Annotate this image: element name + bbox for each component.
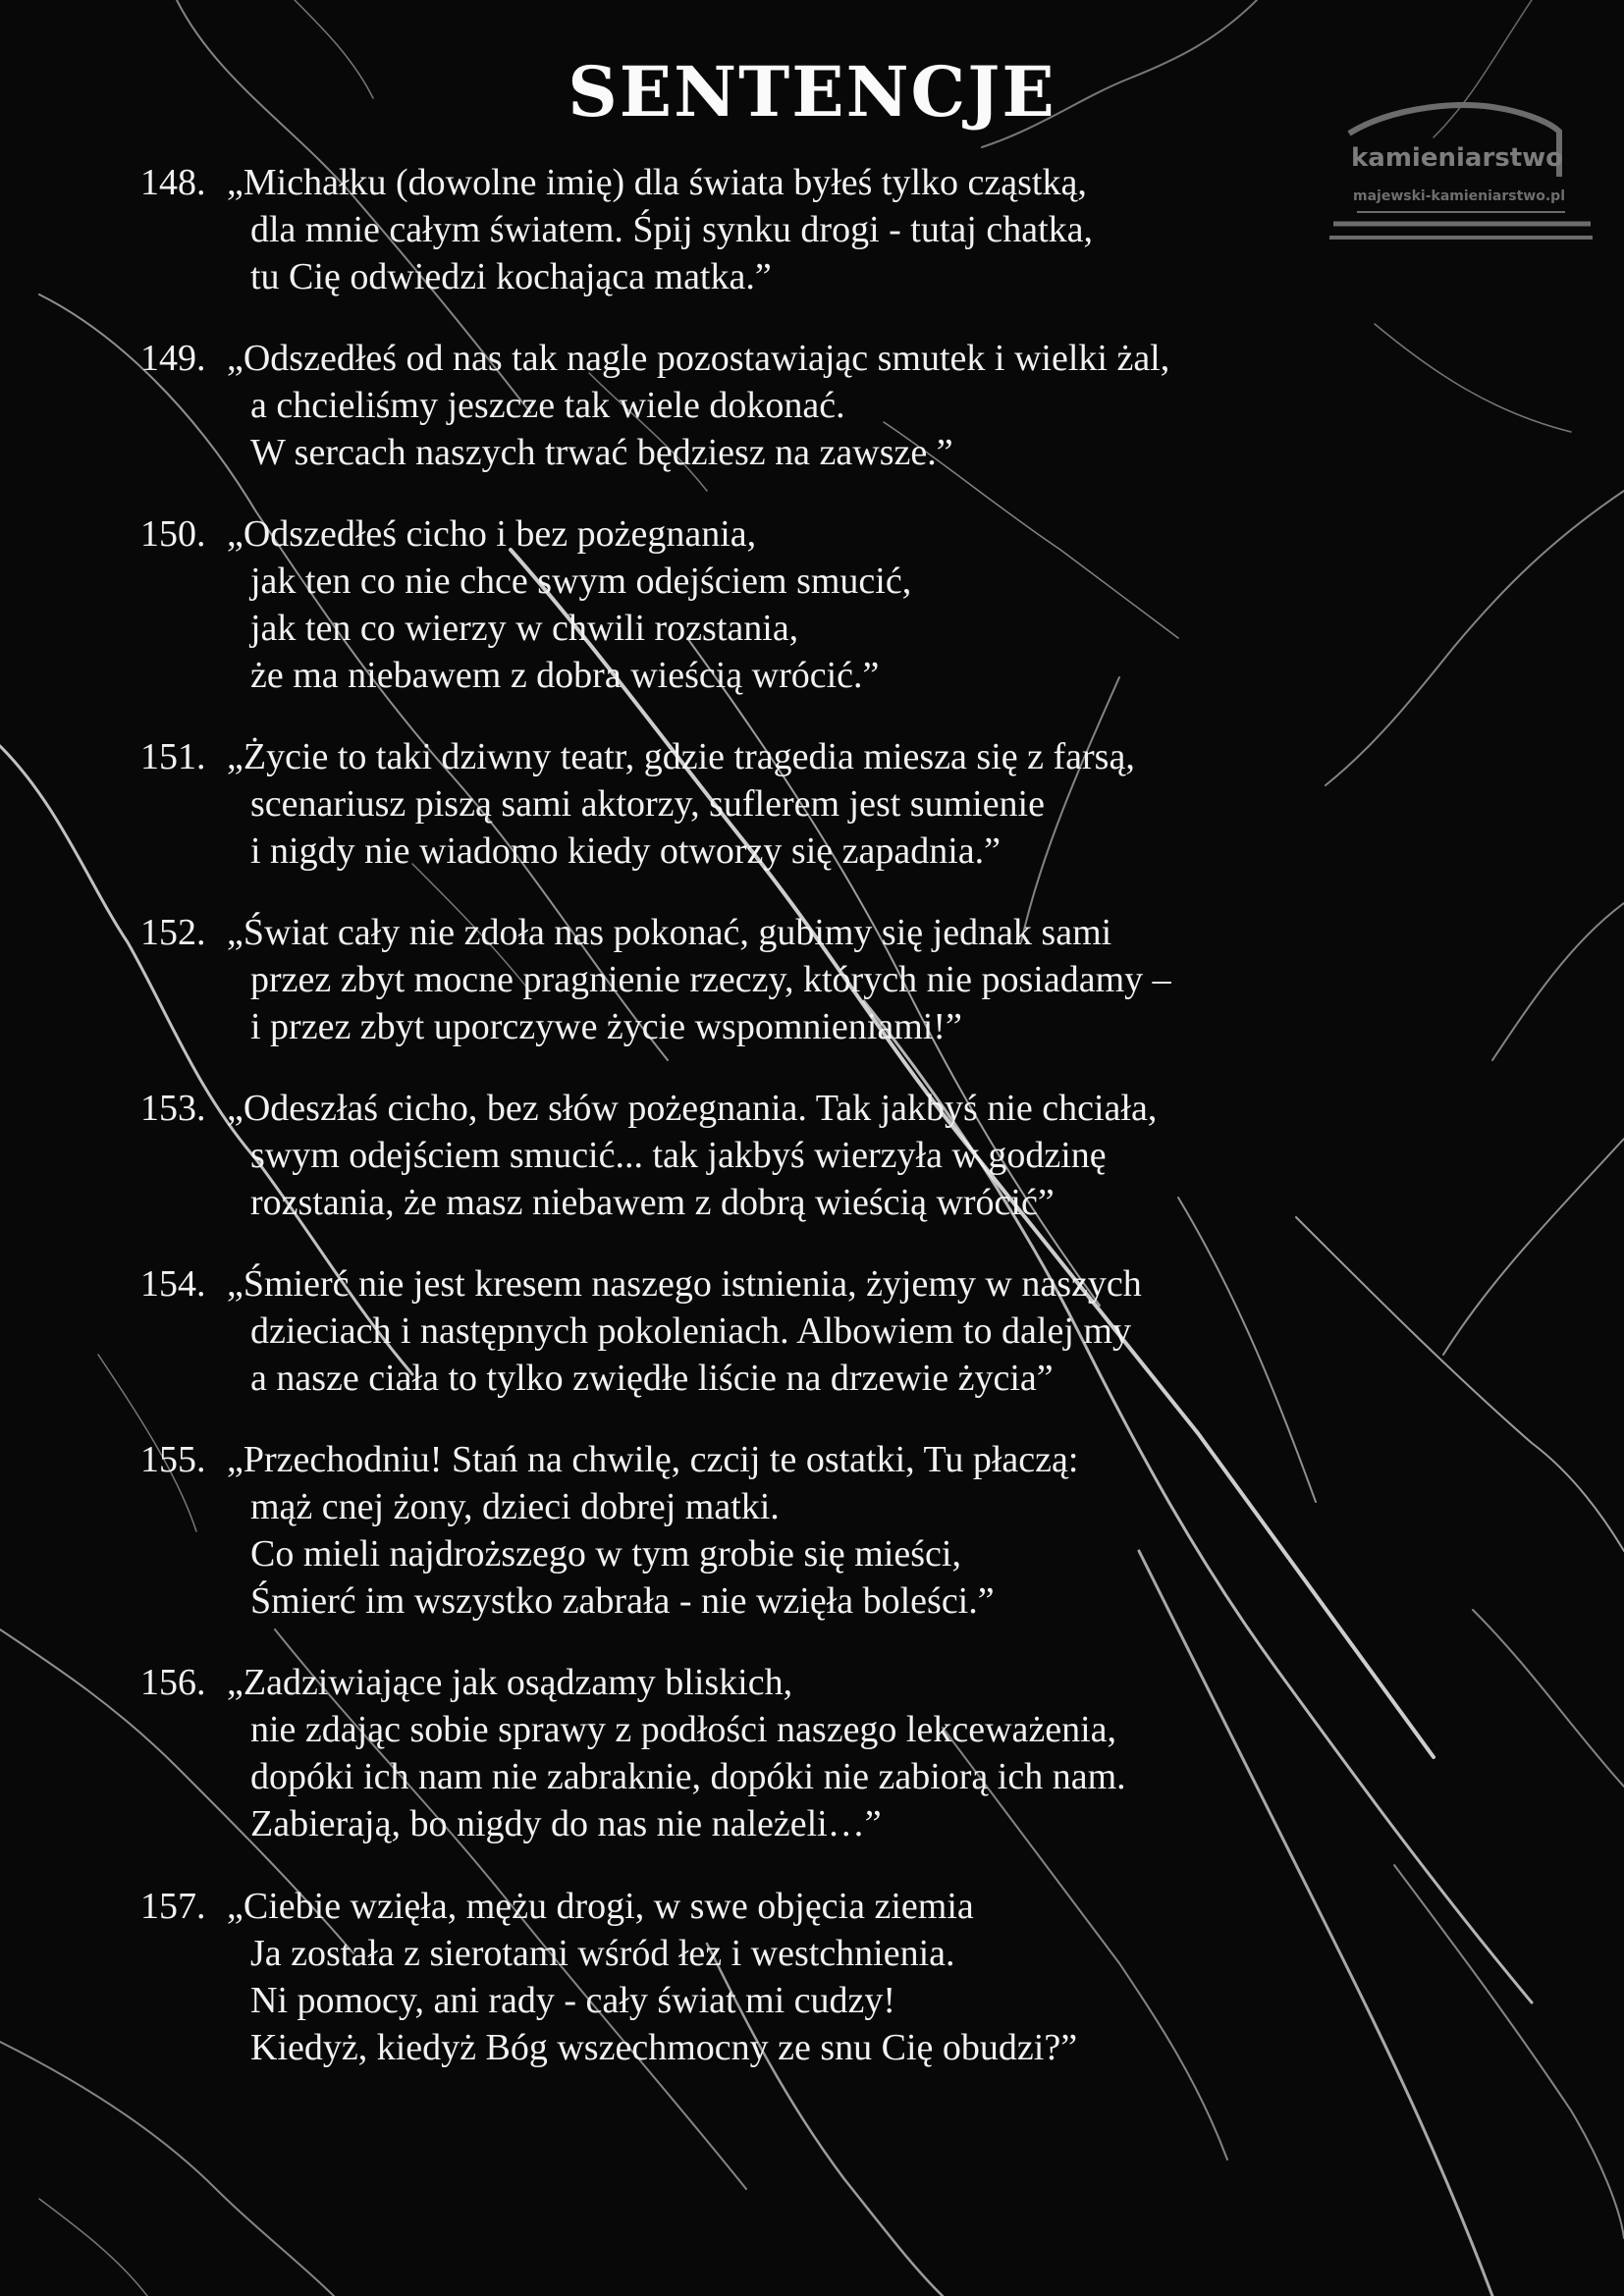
sentence-line: jak ten co nie chce swym odejściem smucić, [250, 561, 912, 602]
sentence-line: Ja została z sierotami wśród łez i westchnienia. [250, 1933, 955, 1974]
sentence-line: rozstania, że masz niebawem z dobrą wieścią wrócić” [250, 1182, 1055, 1223]
sentence-number: 155. [140, 1439, 206, 1480]
sentence-line: „Śmierć nie jest kresem naszego istnienia, żyjemy w naszych [227, 1263, 1142, 1305]
sentence-line: „Odszedłeś od nas tak nagle pozostawiając smutek i wielki żal, [227, 338, 1170, 379]
sentence-line: tu Cię odwiedzi kochająca matka.” [250, 256, 772, 297]
sentence-line: „Michałku (dowolne imię) dla świata byłeś tylko cząstką, [227, 162, 1087, 203]
sentence-number: 151. [140, 736, 206, 777]
sentence-line: „Odeszłaś cicho, bez słów pożegnania. Tak jakbyś nie chciała, [227, 1088, 1158, 1129]
sentence-line: że ma niebawem z dobra wieścią wrócić.” [250, 655, 880, 696]
sentence-number: 156. [140, 1662, 206, 1703]
sentence-line: W sercach naszych trwać będziesz na zawsze.” [250, 432, 953, 473]
sentence-number: 157. [140, 1886, 206, 1927]
logo [1327, 102, 1595, 247]
sentence-line: scenariusz piszą sami aktorzy, suflerem jest sumienie [250, 783, 1045, 825]
sentence-line: a nasze ciała to tylko zwiędłe liście na drzewie życia” [250, 1358, 1054, 1399]
sentence-line: Ni pomocy, ani rady - cały świat mi cudzy! [250, 1980, 896, 2021]
sentence-line: „Świat cały nie zdoła nas pokonać, gubimy się jednak sami [227, 912, 1112, 953]
logo-roof-icon [1327, 102, 1595, 247]
sentence-number: 149. [140, 338, 206, 379]
logo-url: majewski-kamieniarstwo.pl [1353, 188, 1565, 204]
sentence-line: „Zadziwiające jak osądzamy bliskich, [227, 1662, 793, 1703]
sentence-number: 152. [140, 912, 206, 953]
page-title: SENTENCJE [568, 51, 1056, 133]
sentence-line: a chcieliśmy jeszcze tak wiele dokonać. [250, 385, 845, 426]
sentence-line: dzieciach i następnych pokoleniach. Albowiem to dalej my [250, 1310, 1131, 1352]
sentence-line: Śmierć im wszystko zabrała - nie wzięła boleści.” [250, 1580, 995, 1622]
sentence-line: i nigdy nie wiadomo kiedy otworzy się zapadnia.” [250, 830, 1001, 872]
logo-name: kamieniarstwo [1351, 143, 1564, 173]
sentence-line: dopóki ich nam nie zabraknie, dopóki nie zabiorą ich nam. [250, 1756, 1126, 1797]
sentence-line: przez zbyt mocne pragnienie rzeczy, których nie posiadamy – [250, 959, 1171, 1000]
sentence-line: Co mieli najdroższego w tym grobie się mieści, [250, 1533, 961, 1575]
sentence-line: swym odejściem smucić... tak jakbyś wierzyła w godzinę [250, 1135, 1107, 1176]
sentence-line: „Odszedłeś cicho i bez pożegnania, [227, 513, 757, 555]
sentence-line: „Życie to taki dziwny teatr, gdzie tragedia miesza się z farsą, [227, 736, 1135, 777]
sentence-line: jak ten co wierzy w chwili rozstania, [250, 608, 799, 649]
sentence-line: „Przechodniu! Stań na chwilę, czcij te ostatki, Tu płaczą: [227, 1439, 1079, 1480]
sentence-line: i przez zbyt uporczywe życie wspomnieniami!” [250, 1006, 962, 1047]
sentence-line: Kiedyż, kiedyż Bóg wszechmocny ze snu Cię obudzi?” [250, 2027, 1078, 2068]
sentence-number: 153. [140, 1088, 206, 1129]
sentence-number: 148. [140, 162, 206, 203]
sentence-line: dla mnie całym światem. Śpij synku drogi - tutaj chatka, [250, 209, 1093, 250]
sentence-line: mąż cnej żony, dzieci dobrej matki. [250, 1486, 780, 1527]
sentence-line: nie zdając sobie sprawy z podłości naszego lekceważenia, [250, 1709, 1117, 1750]
sentence-number: 150. [140, 513, 206, 555]
sentence-line: „Ciebie wzięła, mężu drogi, w swe objęcia ziemia [227, 1886, 974, 1927]
sentence-line: Zabierają, bo nigdy do nas nie należeli…” [250, 1803, 882, 1844]
sentence-number: 154. [140, 1263, 206, 1305]
